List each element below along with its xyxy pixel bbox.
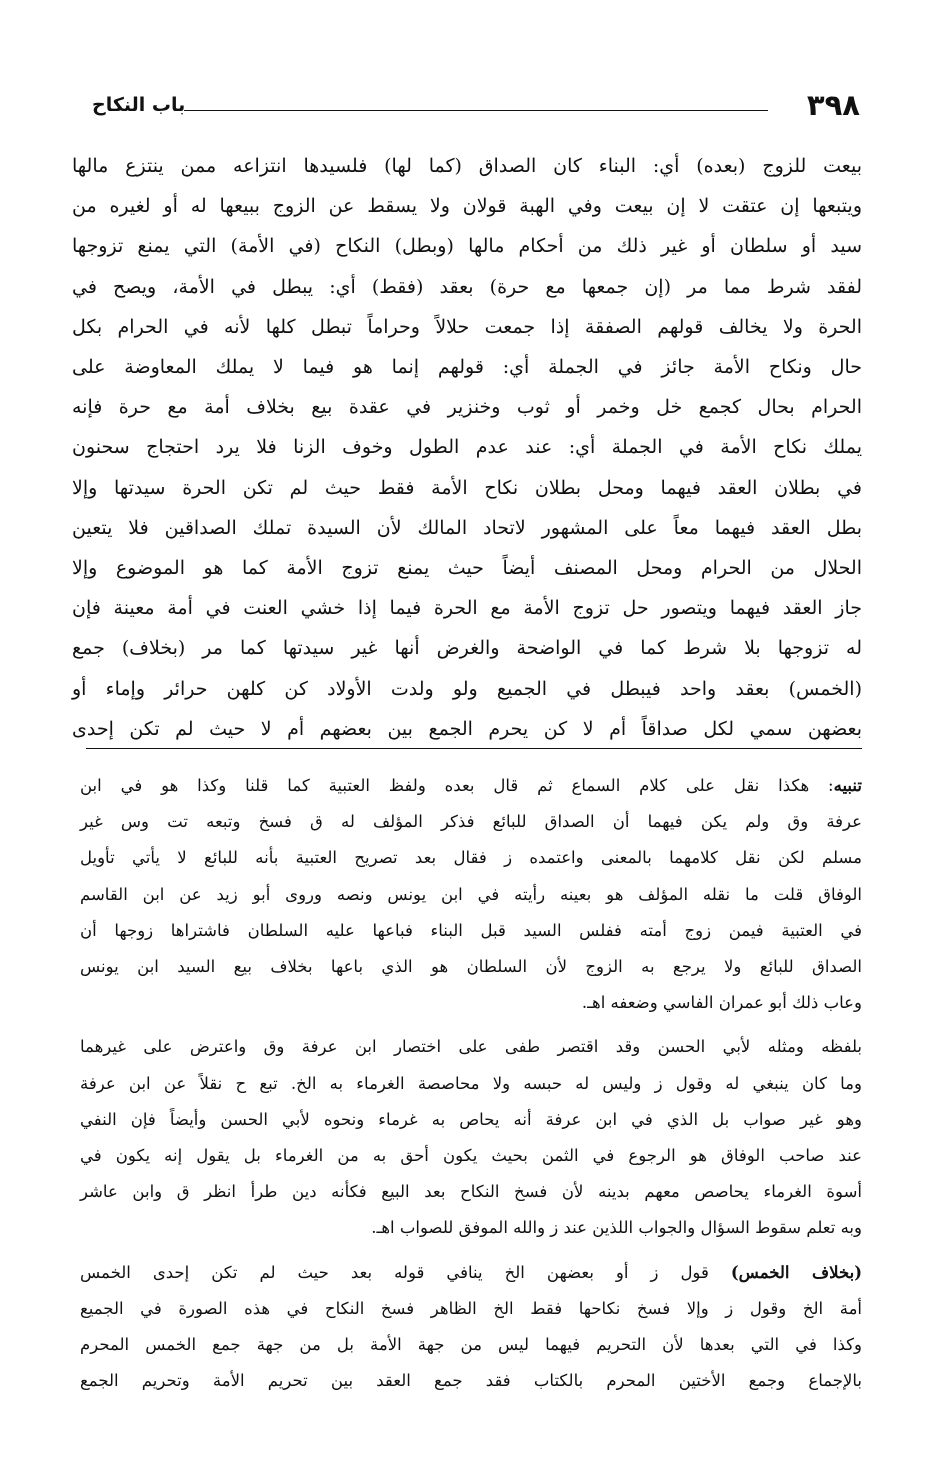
note-line: أسوة الغرماء يحاصص معهم بدينه لأن فسخ النكاح بعد البيع فكأنه دين طرأ انظر ق وابن عاشر — [80, 1182, 862, 1202]
main-line: الحلال من الحرام ومحل المصنف أيضاً حيث يمنع تزوج الأمة كما هو الموضوع وإلا — [72, 557, 862, 580]
note-label: (بخلاف الخمس) — [730, 1262, 863, 1282]
note-line: وبه تعلم سقوط السؤال والجواب اللذين عند ز والله الموفق للصواب اهـ. — [371, 1218, 862, 1238]
footnote-tanbih — [80, 768, 862, 1021]
note-line-text: قول ز أو بعضهن الخ ينافي قوله بعد حيث لم تكن إحدى الخمس — [80, 1262, 731, 1282]
footnote-khams — [80, 1255, 862, 1400]
footnote-paragraph — [80, 1029, 862, 1246]
main-line: الحرام بحال كجمع خل وخمر أو ثوب وخنزير في عقدة بيع بخلاف أمة مع حرة فإنه — [72, 396, 862, 419]
page-number: ٣٩٨ — [806, 88, 860, 122]
header-rule — [184, 110, 768, 111]
main-line: بطل العقد فيهما معاً على المشهور لاتحاد المالك لأن السيدة تملك الصداقين فلا يتعين — [72, 516, 862, 539]
main-line: لفقد شرط مما مر (إن جمعها مع حرة) بعقد (فقط) أي: يبطل في الأمة، ويصح في — [72, 275, 862, 298]
main-line: حال ونكاح الأمة جائز في الجملة أي: قولهم إنما هو فيما لا يملك المعاوضة على — [72, 356, 862, 379]
footnotes — [80, 768, 862, 1399]
note-line: الوفاق قلت ما نقله المؤلف هو بعينه رأيته في ابن يونس ونصه وروى أبو زيد عن ابن القاسم — [80, 884, 862, 904]
main-line: بيعت للزوج (بعده) أي: البناء كان الصداق (كما لها) فلسيدها انتزاعه ممن ينتزع مالها — [72, 155, 862, 177]
main-line: في بطلان العقد فيهما ومحل بطلان نكاح الأمة فقط حيث لم تكن الحرة سيدتها وإلا — [72, 476, 862, 499]
page-header — [90, 88, 862, 128]
main-line: (الخمس) بعقد واحد فيبطل في الجميع ولو ولدت الأولاد كن كلهن حرائر وإماء أو — [72, 677, 862, 700]
note-line: أمة الخ وقول ز وإلا فسخ نكاحها فقط الخ الظاهر فسخ النكاح في هذه الصورة في الجميع — [80, 1298, 862, 1318]
main-line: سيد أو سلطان أو غير ذلك من أحكام مالها (وبطل) النكاح (في الأمة) التي يمنع تزوجها — [72, 235, 862, 258]
note-label: تنبيه — [833, 776, 862, 795]
note-line: بالإجماع وجمع الأختين المحرم بالكتاب فقد جمع العقد بين تحريم الأمة وتحريم الجمع — [80, 1371, 862, 1391]
main-line: له تزوجها بلا شرط كما في الواضحة والغرض أنها غير سيدتها كما مر (بخلاف) جمع — [72, 637, 862, 660]
note-line: وما كان ينبغي له وقول ز وليس له حبسه ولا محاصصة الغرماء به الخ. تبع ح نقلاً عن ابن عرفة — [80, 1073, 862, 1093]
main-text — [72, 146, 862, 749]
main-line: ويتبعها إن عتقت لا إن بيعت وفي الهبة قولان ولا يسقط عن الزوج ببيعها له أو لغيره من — [72, 195, 862, 218]
note-line: الصداق للبائع ولا يرجع به الزوج لأن السلطان هو الذي باعها بخلاف بيع السيد ابن يونس — [80, 957, 862, 977]
main-line: جاز العقد فيهما ويتصور حل تزوج الأمة مع الحرة فيما إذا خشي العنت في أمة معينة فإن — [72, 597, 862, 620]
note-line: وعاب ذلك أبو عمران الفاسي وضعفه اهـ. — [581, 993, 862, 1013]
note-line-text: : هكذا نقل على كلام السماع ثم قال بعده ولفظ العتبية كما قلنا وكذا هو في ابن — [80, 776, 834, 795]
note-line — [80, 1255, 862, 1291]
note-line: وهو غير صواب بل الذي في ابن عرفة أنه يحاص به غرماء ونحوه لأبي الحسن وأيضاً فإن النفي — [80, 1109, 862, 1129]
note-line: مسلم لكن نقل كلامهما بالمعنى واعتمده ز فقال بعد تصريح العتبية بأنه للبائع لا يأتي تأويل — [80, 848, 862, 868]
main-line: الحرة ولا يخالف قولهم الصفقة إذا جمعت حلالاً وحراماً تبطل كلها لأنه في الحرام بكل — [72, 315, 862, 338]
footnote-separator — [86, 748, 862, 749]
note-line — [80, 768, 862, 804]
note-line: عند صاحب الوفاق هو الرجوع في الثمن بحيث يكون أحق به من الغرماء بل يقول إنه يكون في — [80, 1146, 862, 1166]
note-line: بلفظه ومثله لأبي الحسن وقد اقتصر طفى على اختصار ابن عرفة وق واعترض على غيرهما — [80, 1037, 862, 1057]
note-line: عرفة وق ولم يكن فيهما أن الصداق للبائع فذكر المؤلف له ق فسخ وتبعه تت وس غير — [80, 812, 862, 832]
note-line: وكذا في التي بعدها لأن التحريم فيهما ليس من جهة الأمة بل من جهة جمع الخمس المحرم — [80, 1335, 862, 1355]
chapter-title: باب النكاح — [92, 94, 186, 116]
main-line: يملك نكاح الأمة في الجملة أي: عند عدم الطول وخوف الزنا فلا يرد احتجاج سحنون — [72, 436, 862, 459]
main-line: بعضهن سمي لكل صداقاً أم لا كن يحرم الجمع بين بعضهم أم لا حيث لم تكن إحدى — [72, 717, 862, 740]
note-line: في العتبية فيمن زوج أمته ففلس السيد قبل البناء فباعها عليه السلطان فاشتراها زوجها أن — [80, 920, 862, 940]
